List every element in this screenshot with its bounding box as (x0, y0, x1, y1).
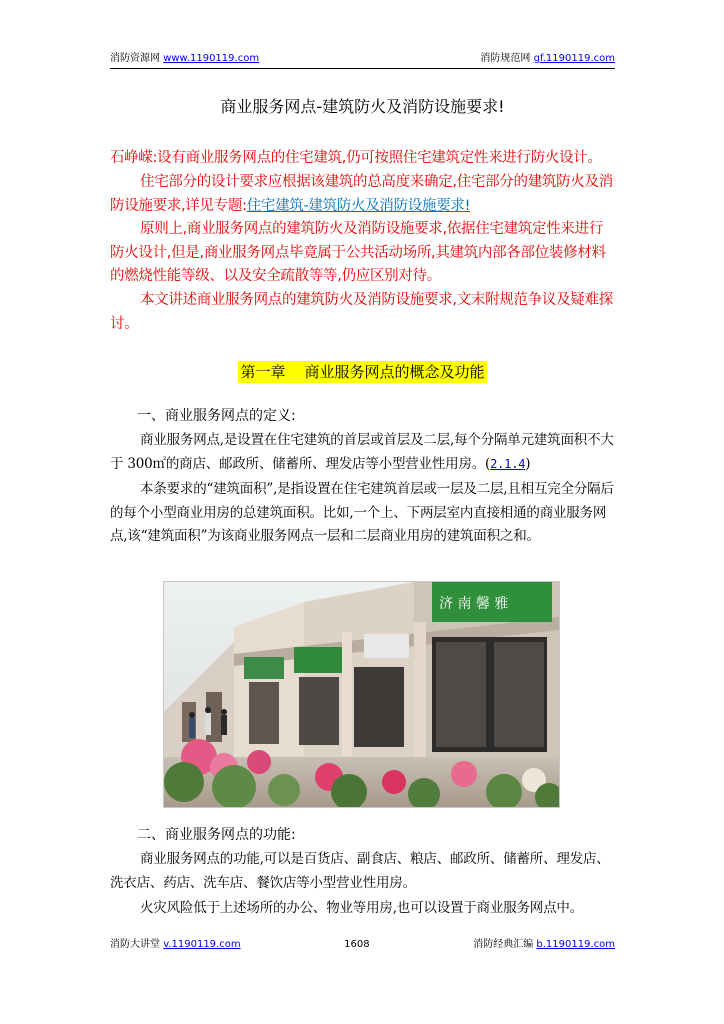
intro-paragraph-4: 本文讲述商业服务网点的建筑防火及消防设施要求,文末附规范争议及疑难探讨。 (110, 292, 613, 332)
footer-right (473, 938, 615, 952)
footer-right-link[interactable]: b.1190119.com (536, 939, 615, 950)
chapter-heading-wrap (110, 361, 615, 383)
chapter-heading: 第一章 商业服务网点的概念及功能 (240, 363, 485, 381)
footer-left (110, 938, 241, 952)
shop-sign-text: 济 南 馨 雅 (439, 596, 509, 612)
intro-paragraph-1: 石峥嵘:设有商业服务网点的住宅建筑,仍可按照住宅建筑定性来进行防火设计。 (110, 150, 602, 166)
page-number: 1608 (344, 939, 370, 950)
page-header (110, 52, 615, 69)
intro-paragraph-2-text: 住宅部分的设计要求应根据该建筑的总高度来确定,住宅部分的建筑防火及消防设施要求,详见专题: (110, 174, 613, 214)
footer-left-link[interactable]: v.1190119.com (163, 939, 241, 950)
header-left-link[interactable]: www.1190119.com (163, 53, 260, 64)
storefront-photo (163, 581, 560, 808)
topic-link[interactable]: 住宅建筑-建筑防火及消防设施要求! (246, 197, 471, 214)
section-2-heading: 二、商业服务网点的功能: (137, 827, 296, 843)
section-1-paragraph-1-end: ) (525, 455, 531, 472)
header-right-link[interactable]: gf.1190119.com (533, 53, 615, 64)
storefront-photo-graphic (164, 582, 559, 807)
section-2-paragraph-2: 火灾风险低于上述场所的办公、物业等用房,也可以设置于商业服务网点中。 (140, 900, 583, 916)
intro-paragraph-2 (110, 171, 615, 218)
section-1-heading: 一、商业服务网点的定义: (137, 408, 296, 424)
page-title: 商业服务网点-建筑防火及消防设施要求! (220, 97, 505, 116)
page-footer (110, 938, 615, 952)
section-1-paragraph-1-text: 商业服务网点,是设置在住宅建筑的首层或首层及二层,每个分隔单元建筑面积不大于 300㎡的商店、邮政所、储蓄所、理发店等小型营业性用房。( (110, 432, 614, 472)
header-right (480, 52, 615, 66)
section-2-paragraph-1: 商业服务网点的功能,可以是百货店、副食店、粮店、邮政所、储蓄所、理发店、洗衣店、药店、洗车店、餐饮店等小型营业性用房。 (110, 851, 610, 891)
header-left-label: 消防资源网 (110, 53, 160, 64)
intro-paragraph-3: 原则上,商业服务网点的建筑防火及消防设施要求,依据住宅建筑定性来进行防火设计,但是,商业服务网点毕竟属于公共活动场所,其建筑内部各部位装修材料的燃烧性能等级、以及安全疏散等等,仍应区别对待。 (110, 221, 606, 284)
section-1-paragraph-2: 本条要求的“建筑面积”,是指设置在住宅建筑首层或一层及二层,且相互完全分隔后的每个小型商业用房的总建筑面积。比如,一个上、下两层室内直接相通的商业服务网点,该“建筑面积”为该商业服务网点一层和二层商业用房的建筑面积之和。 (110, 481, 614, 544)
header-left (110, 52, 259, 66)
footer-left-label: 消防大讲堂 (110, 939, 160, 950)
footer-right-label: 消防经典汇编 (473, 939, 534, 950)
section-1-paragraph-1 (110, 429, 615, 476)
header-right-label: 消防规范网 (480, 53, 531, 64)
clause-reference-link[interactable]: 2.1.4 (490, 456, 526, 471)
